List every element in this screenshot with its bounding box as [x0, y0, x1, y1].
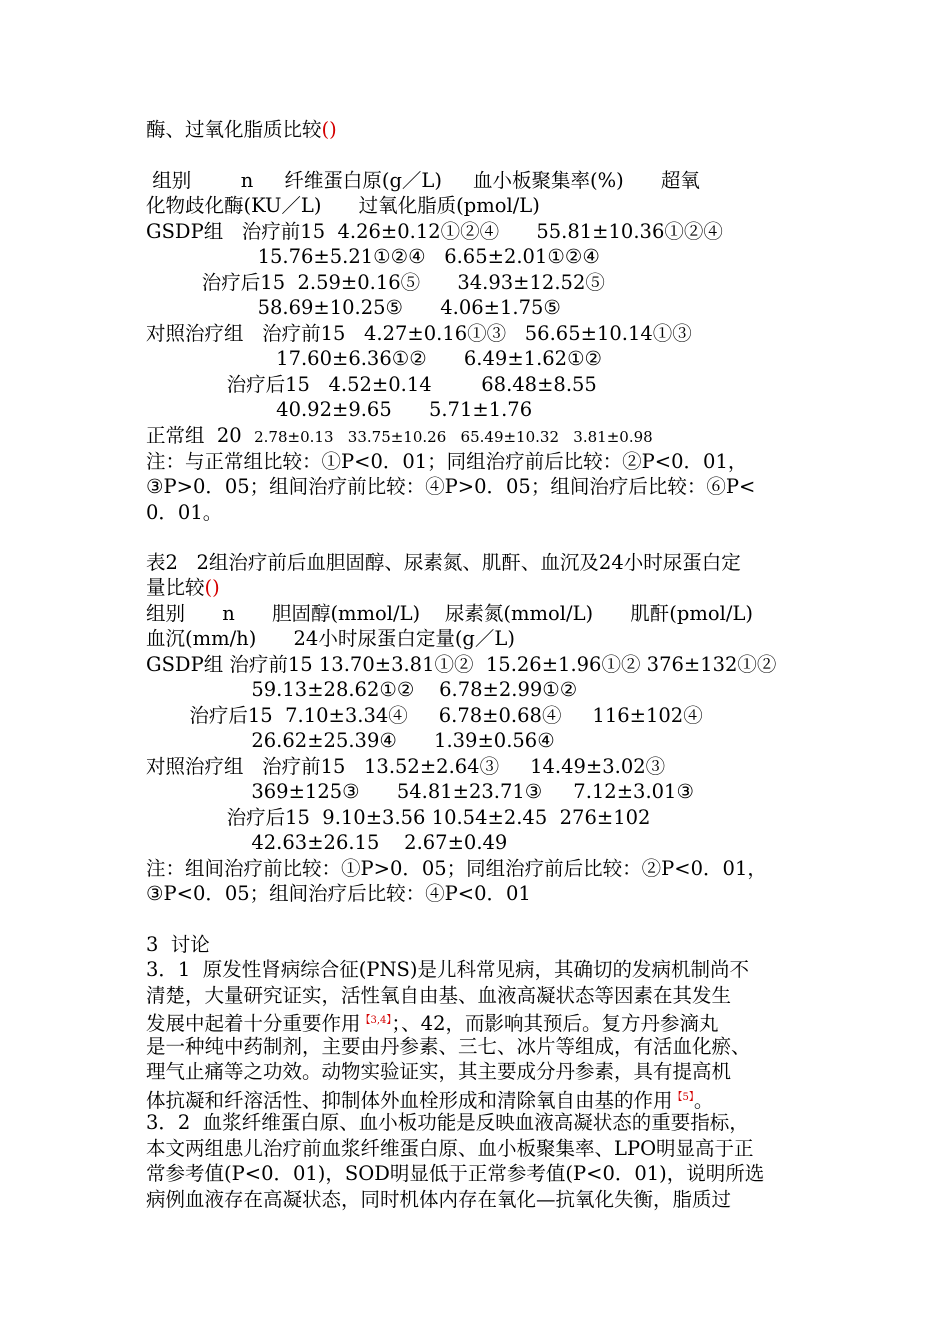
table1-row-gsdp-post-b: 58.69±10.25⑤ 4.06±1.75⑤	[146, 296, 561, 319]
normal-group-values: 2.78±0.13 33.75±10.26 65.49±10.32 3.81±0.98	[254, 428, 653, 446]
discussion-p1-line6: 体抗凝和纤溶活性、抑制体外血栓形成和清除氧自由基的作用$^{【5】}$。	[146, 1089, 714, 1112]
table2-header-line2: 血沉(mm/h) 24小时尿蛋白定量(g／L)	[146, 627, 515, 650]
table1-row-gsdp-pre-a: GSDP组 治疗前15 4.26±0.12①②④ 55.81±10.36①②④	[146, 220, 723, 243]
discussion-p1-line2: 清楚，大量研究证实，活性氧自由基、血液高凝状态等因素在其发生	[146, 984, 732, 1007]
table2-caption-line2: 量比较()	[146, 576, 220, 599]
table2-row-ctrl-post-a: 治疗后15 9.10±3.56 10.54±2.45 276±102	[146, 806, 651, 829]
discussion-p2-line1: 3．2 血浆纤维蛋白原、血小板功能是反映血液高凝状态的重要指标，	[146, 1111, 749, 1134]
citation-link-5[interactable]: 【5】	[672, 1092, 694, 1103]
normal-group-label: 正常组 20	[146, 424, 242, 447]
citation-link-3-4[interactable]: 【3,4】	[360, 1015, 392, 1026]
table1-row-gsdp-pre-b: 15.76±5.21①②④ 6.65±2.01①②④	[146, 245, 600, 268]
table1-row-ctrl-pre-b: 17.60±6.36①② 6.49±1.62①②	[146, 347, 603, 370]
table2-row-gsdp-post-a: 治疗后15 7.10±3.34④ 6.78±0.68④ 116±102④	[146, 704, 703, 727]
table2-header-line1: 组别 n 胆固醇(mmol/L) 尿素氮(mmol/L) 肌酐(pmol/L)	[146, 602, 753, 625]
discussion-p1-line4: 是一种纯中药制剂，主要由丹参素、三七、冰片等组成，有活血化瘀、	[146, 1035, 751, 1058]
table2-row-gsdp-pre-b: 59.13±28.62①② 6.78±2.99①②	[146, 678, 578, 701]
discussion-p1-line3: 发展中起着十分重要作用$^{【3,4】}$；、42，而影响其预后。复方丹参滴丸	[146, 1012, 719, 1035]
table1-caption: 酶、过氧化脂质比较()	[146, 118, 337, 141]
table1-row-normal	[146, 423, 653, 450]
table1-note-line3: 0．01。	[146, 501, 223, 524]
table1-row-ctrl-post-a: 治疗后15 4.52±0.14 68.48±8.55	[146, 373, 597, 396]
table2-caption-link[interactable]: ()	[204, 576, 220, 599]
table2-note-line2: ③P<0．05；组间治疗后比较：④P<0．01	[146, 882, 531, 905]
table1-header-line1: 组别 n 纤维蛋白原(g／L) 血小板聚集率(%) 超氧	[146, 169, 700, 192]
table1-row-gsdp-post-a: 治疗后15 2.59±0.16⑤ 34.93±12.52⑤	[146, 271, 605, 294]
discussion-p1-line5: 理气止痛等之功效。动物实验证实，其主要成分丹参素，具有提高机	[146, 1060, 732, 1083]
table2-row-ctrl-post-b: 42.63±26.15 2.67±0.49	[146, 831, 508, 854]
discussion-p2-line2: 本文两组患儿治疗前血浆纤维蛋白原、血小板聚集率、LPO明显高于正	[146, 1137, 754, 1160]
table1-row-ctrl-pre-a: 对照治疗组 治疗前15 4.27±0.16①③ 56.65±10.14①③	[146, 322, 692, 345]
table1-row-ctrl-post-b: 40.92±9.65 5.71±1.76	[146, 398, 533, 421]
table2-row-gsdp-post-b: 26.62±25.39④ 1.39±0.56④	[146, 729, 555, 752]
table1-note-line1: 注：与正常组比较：①P<0．01；同组治疗前后比较：②P<0．01，	[146, 450, 748, 473]
table1-header-line2: 化物歧化酶(KU／L) 过氧化脂质(pmol/L)	[146, 194, 540, 217]
discussion-p1-line1: 3．1 原发性肾病综合征(PNS)是儿科常见病，其确切的发病机制尚不	[146, 958, 749, 981]
table1-note-line2: ③P>0．05；组间治疗前比较：④P>0．05；组间治疗后比较：⑥P<	[146, 475, 756, 498]
table2-row-ctrl-pre-a: 对照治疗组 治疗前15 13.52±2.64③ 14.49±3.02③	[146, 755, 666, 778]
discussion-p2-line4: 病例血液存在高凝状态，同时机体内存在氧化—抗氧化失衡，脂质过	[146, 1188, 732, 1211]
table2-row-ctrl-pre-b: 369±125③ 54.81±23.71③ 7.12±3.01③	[146, 780, 694, 803]
table2-row-gsdp-pre-a: GSDP组 治疗前15 13.70±3.81①② 15.26±1.96①② 376±132①②	[146, 653, 777, 676]
discussion-p2-line3: 常参考值(P<0．01)，SOD明显低于正常参考值(P<0．01)，说明所选	[146, 1162, 765, 1185]
discussion-heading: 3 讨论	[146, 933, 210, 956]
table1-caption-link[interactable]: ()	[321, 118, 337, 141]
table2-note-line1: 注：组间治疗前比较：①P>0．05；同组治疗前后比较：②P<0．01，	[146, 857, 767, 880]
table2-caption-line1: 表2 2组治疗前后血胆固醇、尿素氮、肌酐、血沉及24小时尿蛋白定	[146, 551, 741, 574]
